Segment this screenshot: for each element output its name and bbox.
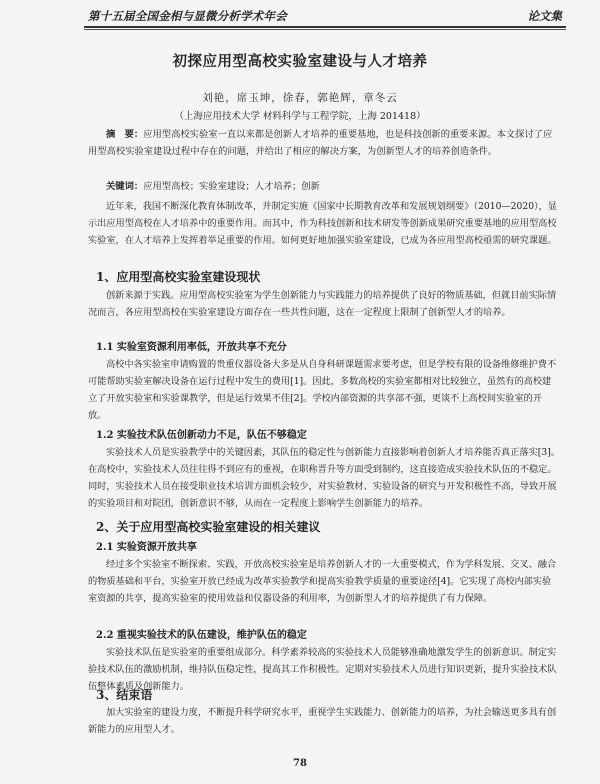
header-rule — [84, 26, 566, 28]
keywords-text: 应用型高校；实验室建设；人才培养；创新 — [143, 181, 320, 192]
section-2-heading: 2、关于应用型高校实验室建设的相关建议 — [96, 520, 321, 534]
section-3-paragraph: 加大实验室的建设力度，不断提升科学研究水平，重视学生实践能力、创新能力的培养，为社会输送更多具有创新能力的应用型人才。 — [88, 707, 557, 735]
abstract — [88, 126, 560, 160]
running-header-section: 论文集 — [527, 9, 562, 23]
section-1-2-heading: 1.2 实验技术队伍创新动力不足，队伍不够稳定 — [96, 430, 307, 441]
section-3-heading: 3、结束语 — [96, 688, 153, 702]
section-1-1-heading: 1.1 实验室资源利用率低，开放共享不充分 — [96, 342, 287, 353]
intro-paragraph: 近年来，我国不断深化教育体制改革，并制定实施《国家中长期教育改革和发展规划纲要》（2010—2020），显示出应用型高校在人才培养中的重要作用。而其中，作为科技创新和技术研发等创新成果研究重要基地的应用型高校实验室，在人才培养上发挥着举足重要的作用。如何更好地加强实验室建设，已成为各应用型高校亟需的研究课题。 — [88, 201, 557, 246]
paper-affiliation: （上海应用技术大学 材料科学与工程学院，上海 201418） — [174, 111, 426, 122]
paper-title: 初探应用型高校实验室建设与人才培养 — [172, 53, 428, 70]
section-1-paragraph: 创新来源于实践。应用型高校实验室为学生创新能力与实践能力的培养提供了良好的物质基础，但就目前实际情况而言，各应用型高校在实验室建设方面存在一些共性问题，这在一定程度上限制了创新型人才的培养。 — [88, 290, 557, 318]
section-2-2-heading: 2.2 重视实验技术的队伍建设，维护队伍的稳定 — [96, 630, 307, 641]
abstract-label: 摘 要： — [106, 129, 144, 140]
keywords-label: 关键词： — [106, 181, 144, 192]
section-1-1-paragraph: 高校中各实验室申请购置的贵重仪器设备大多是从自身科研课题需求要考虑，但是学校有限的设备维修维护费不可能帮助实验室解决设备在运行过程中发生的费用[1]。因此，多数高校的实验室都相对比较独立，虽然有的高校建立了开放实验室和实验课教学，但是运行效果不佳[2]。学校内部资源的共享部不强，更谈不上高校间实验室的开放。 — [88, 359, 557, 421]
section-2-1-heading: 2.1 实验资源开放共享 — [96, 542, 197, 553]
section-2-1-paragraph: 经过多个实验室不断探索、实践，开放高校实验室是培养创新人才的一大重要模式，作为学科发展、交叉、融合的物质基础和平台，实验室开放已经成为改革实验教学和提高实验教学质量的重要途径[4]。它实现了高校内部实验室资源的共享，提高实验室的使用效益和仪器设备的利用率，为创新型人才的培养提供了有力保障。 — [88, 559, 557, 604]
abstract-text: 应用型高校实验室一直以来都是创新人才培养的重要基地，也是科技创新的重要来源。本文探讨了应用型高校实验室建设过程中存在的问题，并给出了相应的解决方案，为创新型人才的培养创造条件。 — [88, 129, 553, 157]
header-rule-thin — [84, 29, 566, 30]
running-header-conference: 第十五届全国金相与显微分析学术年会 — [88, 9, 287, 23]
page-number: 78 — [293, 758, 307, 769]
section-1-heading: 1、应用型高校实验室建设现状 — [96, 270, 261, 284]
keywords — [106, 178, 560, 192]
section-1-2-paragraph: 实验技术人员是实验教学中的关键因素，其队伍的稳定性与创新能力直接影响着创新人才培养能否真正落实[3]。在高校中，实验技术人员往往得不到应有的重视，在职称晋升等方面受到制约，这直接造成实验技术队伍的不稳定。同时，实验技术人员在接受职业技术培训方面机会较少，对实验教材、实验设备的研究与开发积极性不高，导致开展的实验项目和对院团，创新意识不够，从而在一定程度上影响学生创新能力的培养。 — [88, 447, 561, 509]
paper-authors: 刘艳，席玉坤，徐春，郭艳辉，章冬云 — [202, 92, 398, 104]
section-2-2-paragraph: 实验技术队伍是实验室的重要组成部分。科学素养较高的实验技术人员能够准确地激发学生的创新意识。制定实验技术队伍的激励机制，维持队伍稳定性，提高其工作积极性。定期对实验技术人员进行知识更新，提升实验技术队伍整体素质及创新能力。 — [88, 647, 557, 692]
